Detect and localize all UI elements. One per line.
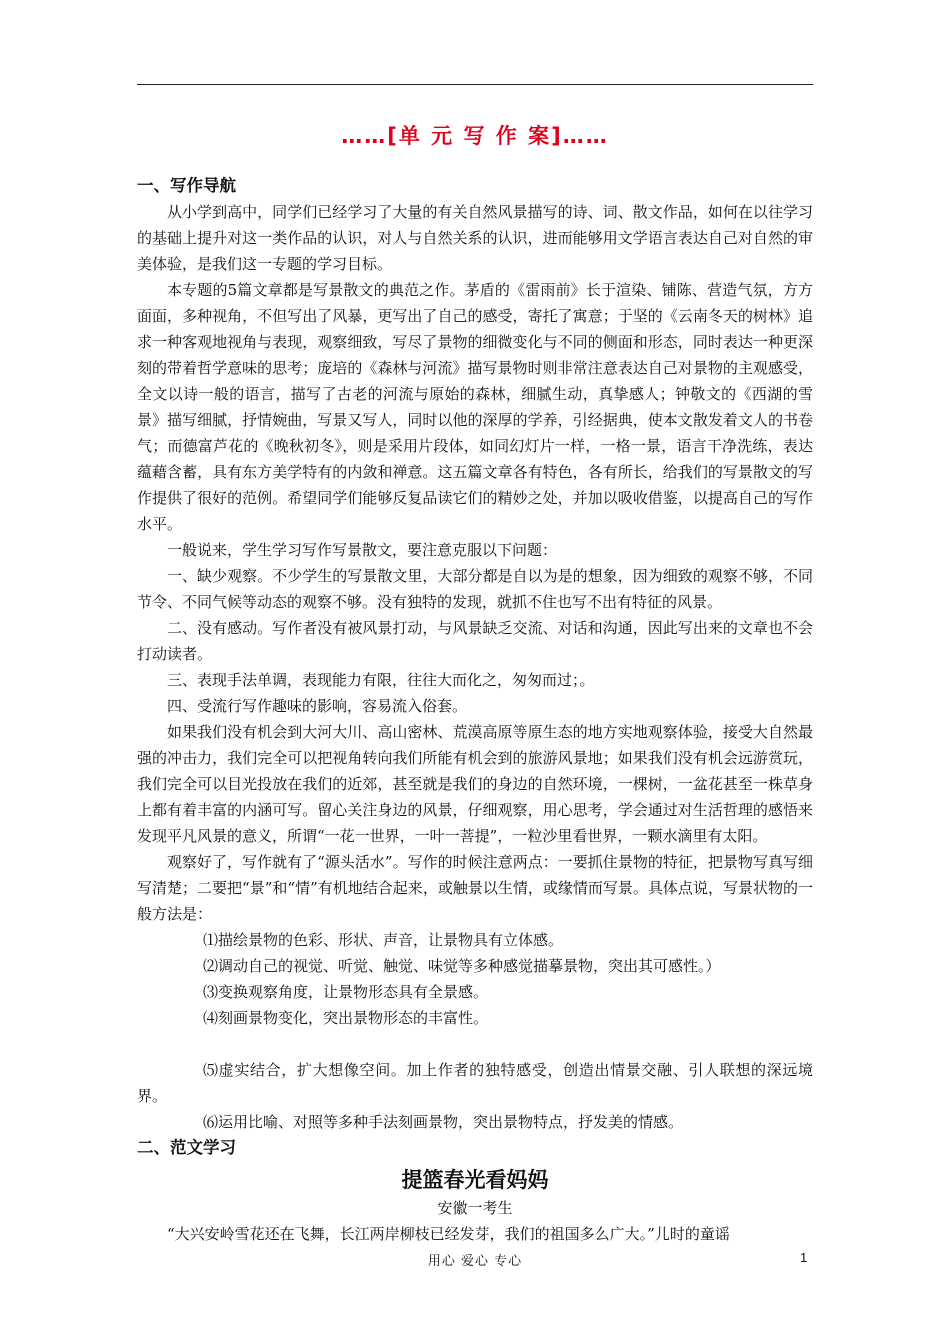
- header-rule: [137, 84, 813, 85]
- paragraph: 四、受流行写作趣味的影响，容易流入俗套。: [167, 697, 468, 715]
- essay-title: 提篮春光看妈妈: [401, 1168, 549, 1192]
- paragraph: 一、缺少观察。不少学生的写景散文里，大部分都是自以为是的想象，因为细致的观察不够，不同节令、不同气候等动态的观察不够。没有独特的发现，就抓不住也写不出有特征的风景。: [137, 567, 813, 611]
- method-item: ⑵调动自己的视觉、听觉、触觉、味觉等多种感觉描摹景物，突出其可感性。）: [203, 957, 721, 975]
- document-body: [137, 173, 813, 1247]
- section-heading-model-essay: 二、范文学习: [137, 1138, 236, 1157]
- paragraph: 如果我们没有机会到大河大川、高山密林、荒漠高原等原生态的地方实地观察体验，接受大自然最强的冲击力，我们完全可以把视角转向我们所能有机会到的旅游风景地；如果我们没有机会远游赏玩，我们完全可以目光投放在我们的近郊，甚至就是我们的身边的自然环境，一棵树，一盆花甚至一株草身上都有着丰富的内涵可写。留心关注身边的风景，仔细观察，用心思考，学会通过对生活哲理的感悟来发现平凡风景的意义，所谓“一花一世界，一叶一菩提”，一粒沙里看世界，一颗水滴里有太阳。: [137, 723, 813, 845]
- paragraph: 二、没有感动。写作者没有被风景打动，与风景缺乏交流、对话和沟通，因此写出来的文章也不会打动读者。: [137, 619, 813, 663]
- essay-author: 安徽一考生: [437, 1199, 513, 1217]
- paragraph: 从小学到高中，同学们已经学习了大量的有关自然风景描写的诗、词、散文作品，如何在以往学习的基础上提升对这一类作品的认识，对人与自然关系的认识，进而能够用文学语言表达自己对自然的审美体验，是我们这一专题的学习目标。: [137, 203, 813, 273]
- method-item: ⑷刻画景物变化，突出景物形态的丰富性。: [203, 1009, 489, 1027]
- page-title: ……[单 元 写 作 案]……: [341, 124, 609, 148]
- method-item: ⑴描绘景物的色彩、形状、声音，让景物具有立体感。: [203, 931, 564, 949]
- paragraph: 观察好了，写作就有了“源头活水”。写作的时候注意两点：一要抓住景物的特征，把景物写真写细写清楚；二要把“景”和“情”有机地结合起来，或触景以生情，或缘情而写景。具体点说，写景状物的一般方法是：: [137, 853, 813, 923]
- method-item: ⑹运用比喻、对照等多种手法刻画景物，突出景物特点，抒发美的情感。: [203, 1113, 684, 1131]
- essay-paragraph: “大兴安岭雪花还在飞舞，长江两岸柳枝已经发芽，我们的祖国多么广大。”儿时的童谣: [167, 1225, 730, 1243]
- section-heading-writing-guide: 一、写作导航: [137, 176, 236, 195]
- method-item: ⑸虚实结合，扩大想像空间。加上作者的独特感受，创造出情景交融、引人联想的深远境界。: [137, 1061, 813, 1105]
- paragraph: 一般说来，学生学习写作写景散文，要注意克服以下问题：: [167, 541, 558, 559]
- paragraph: 三、表现手法单调，表现能力有限，往往大而化之，匆匆而过；。: [167, 671, 595, 689]
- paragraph: 本专题的5篇文章都是写景散文的典范之作。茅盾的《雷雨前》长于渲染、铺陈、营造气氛，方方面面，多种视角，不但写出了风暴，更写出了自己的感受，寄托了寓意；于坚的《云南冬天的树林》追求一种客观地视角与表现，观察细致，写尽了景物的细微变化与不同的侧面和形态，同时表达一种更深刻的带着哲学意味的思考；庞培的《森林与河流》描写景物时则非常注意表达自己对景物的主观感受，全文以诗一般的语言，描写了古老的河流与原始的森林，细腻生动，真挚感人；钟敬文的《西湖的雪景》描写细腻，抒情婉曲，写景又写人，同时以他的深厚的学养，引经据典，使本文散发着文人的书卷气；而德富芦花的《晚秋初冬》，则是采用片段体，如同幻灯片一样，一格一景，语言干净洗练，表达蕴藉含蓄，具有东方美学特有的内敛和禅意。这五篇文章各有特色，各有所长，给我们的写景散文的写作提供了很好的范例。希望同学们能够反复品读它们的精妙之处，并加以吸收借鉴，以提高自己的写作水平。: [137, 281, 813, 533]
- footer-motto: 用心 爱心 专心: [427, 1254, 523, 1269]
- blank-line: [137, 1031, 813, 1057]
- page-number: 1: [800, 1250, 808, 1265]
- method-item: ⑶变换观察角度，让景物形态具有全景感。: [203, 983, 489, 1001]
